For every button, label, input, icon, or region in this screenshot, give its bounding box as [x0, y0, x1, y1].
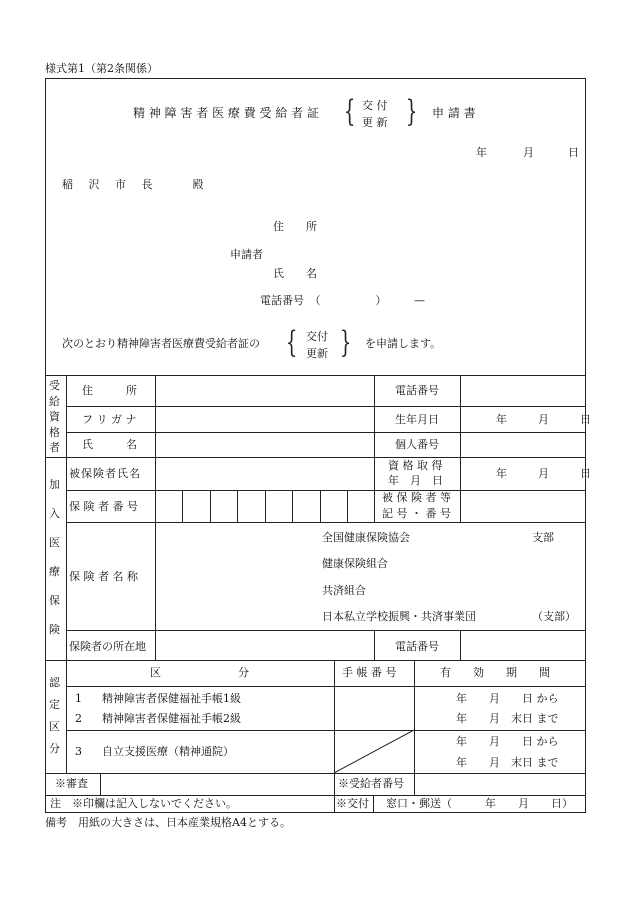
insured-name-label: 被保険者氏名: [69, 467, 141, 480]
notebook-number-header: 手 帳 番 号: [342, 666, 397, 679]
category-header: 区 分: [150, 666, 249, 679]
category-number: 2: [75, 712, 82, 725]
category-number: 3: [75, 745, 82, 758]
date-year: 年: [476, 146, 487, 159]
insurer-phone-label: 電話番号: [395, 640, 439, 653]
valid-from: 年 月 日 から: [456, 735, 559, 748]
insurer-type: 健康保険組合: [322, 557, 388, 570]
recipient-group-label: 受給資格者: [49, 379, 60, 454]
recipient-name-label: 氏 名: [82, 438, 137, 451]
acquisition-label-1: 資 格 取 得: [388, 459, 443, 472]
statement-suffix: を申請します。: [365, 337, 442, 350]
category-label: 精神障害者保健福祉手帳2級: [102, 712, 241, 725]
issue-label: ※交付: [336, 797, 369, 810]
insurer-location-label: 保険者の所在地: [69, 640, 146, 653]
insurer-type: 日本私立学校振興・共済事業団: [322, 610, 476, 623]
insurer-type: 共済組合: [322, 584, 366, 597]
insurance-group-label: 加入医療保険: [49, 478, 60, 636]
valid-to: 年 月 末日 まで: [456, 712, 559, 725]
statement-option-issue: 交付: [306, 330, 328, 343]
remark-text: 備考 用紙の大きさは、日本産業規格A4とする。: [45, 816, 291, 829]
cert-group-label: 認定区分: [49, 676, 60, 755]
category-label: 自立支援医療（精神通院）: [102, 745, 234, 758]
date-day: 日: [568, 146, 579, 159]
form-number: 様式第1（第2条関係）: [45, 62, 158, 75]
insurer-name-label: 保 険 者 名 称: [69, 570, 138, 583]
birth-date: 年 月 日: [496, 413, 594, 426]
acquisition-label-2: 年 月 日: [388, 474, 443, 487]
note-text: 注 ※印欄は記入しないでください。: [50, 797, 237, 810]
form-title: 精 神 障 害 者 医 療 費 受 給 者 証: [133, 106, 319, 120]
insurer-type: 全国健康保険協会: [322, 531, 410, 544]
applicant-name-label: 氏 名: [273, 267, 317, 280]
insurer-number-label: 保 険 者 番 号: [69, 500, 138, 513]
recipient-address-label: 住 所: [82, 384, 137, 397]
branch-label: （支部）: [532, 610, 576, 623]
review-label: ※審査: [55, 777, 88, 790]
mynumber-label: 個人番号: [395, 438, 439, 451]
valid-to: 年 月 末日 まで: [456, 756, 559, 769]
applicant-label: 申請者: [230, 248, 263, 261]
statement-text: 次のとおり精神障害者医療費受給者証の: [62, 337, 260, 350]
issue-method: 窓口・郵送（ 年 月 日）: [386, 797, 573, 810]
title-suffix: 申 請 書: [432, 106, 476, 120]
recipient-furigana-label: フ リ ガ ナ: [82, 413, 137, 426]
statement-option-renew: 更新: [306, 347, 328, 360]
applicant-address-label: 住 所: [273, 220, 317, 233]
date-month: 月: [523, 146, 534, 159]
recipient-birth-label: 生年月日: [395, 413, 439, 426]
symbol-number-label-2: 記 号 ・ 番 号: [382, 507, 451, 520]
category-number: 1: [75, 692, 82, 705]
acquisition-date: 年 月 日: [496, 467, 594, 480]
title-option-renew: 更 新: [362, 116, 388, 129]
valid-from: 年 月 日 から: [456, 692, 559, 705]
category-label: 精神障害者保健福祉手帳1級: [102, 692, 241, 705]
validity-header: 有 効 期 間: [440, 666, 550, 679]
application-form: 様式第1（第2条関係） 精 神 障 害 者 医 療 費 受 給 者 証 { 交 付 更 新 } 申 請 書 年 月 日 稲 沢 市 長 殿 住 所 申請者 氏 名 電話番号 （ ） — 次のとおり精神障害者医療費受給者証の { 交付 更新 } を申請します。 受給資格者 住 所 フ リ ガ ナ 氏 名 電話番号 生年月日 年 月 日 個人番号 加入医療保険 被保険者氏名 資 格 取 得 年 月 日 年 月 日 保 険 者 番 号 被 保 険 者 等 記 号 ・ 番 号 保 険 者 名 称 全国健康保険協会 健康保険組合 共済組合 日本私立学校振興・共済事業団 支部 （支部） 保険者の所在地 電話番号 認定区分 区 分 手 帳 番 号 有 効 期 間 1 精神障害者保健福祉手帳1級 2 精神障害者保健福祉手帳2級 3 自立支援医療（精神通院） 年 月 日 から 年 月 末日 まで 年 月 日 から 年 月 末日 まで ※審査 ※受給者番号 注 ※印欄は記入しないでください。 ※交付 窓口・郵送（ 年 月 日） 備考 用紙の大きさは、日本産業規格A4とする。: [0, 0, 630, 903]
applicant-phone-label: 電話番号 （ ） —: [260, 294, 425, 307]
recipient-number-label: ※受給者番号: [338, 777, 404, 790]
branch-label: 支部: [532, 531, 554, 544]
symbol-number-label-1: 被 保 険 者 等: [382, 491, 451, 504]
addressee: 稲 沢 市 長 殿: [62, 178, 210, 191]
title-option-issue: 交 付: [362, 99, 388, 112]
recipient-phone-label: 電話番号: [395, 384, 439, 397]
